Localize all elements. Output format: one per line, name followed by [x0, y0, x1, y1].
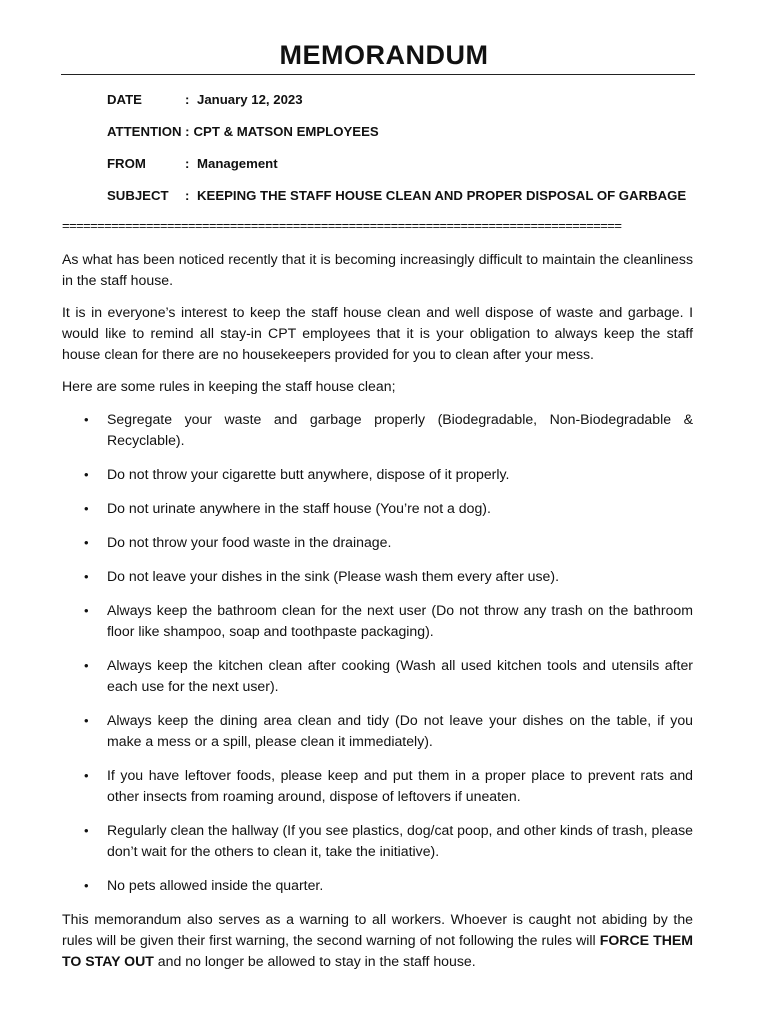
subject-colon: :	[185, 188, 190, 203]
title-underline	[61, 74, 695, 75]
from-value: Management	[197, 156, 278, 171]
rule-item	[62, 409, 693, 451]
from-row	[107, 156, 278, 171]
bullet-icon: •	[84, 823, 89, 838]
rule-text: Always keep the bathroom clean for the next user (Do not throw any trash on the bathroom floor like shampoo, soap and toothpaste packaging).	[107, 602, 693, 639]
subject-value: KEEPING THE STAFF HOUSE CLEAN AND PROPER DISPOSAL OF GARBAGE	[197, 188, 687, 203]
rule-text: Always keep the dining area clean and tidy (Do not leave your dishes on the table, if you make a mess or a spill, please clean it immediately).	[107, 712, 693, 749]
bullet-icon: •	[84, 768, 89, 783]
rule-item	[62, 765, 693, 807]
rule-text: If you have leftover foods, please keep and put them in a proper place to prevent rats and other insects from roaming around, dispose of leftovers if uneaten.	[107, 767, 693, 804]
bullet-icon: •	[84, 501, 89, 516]
warning-emphasis: FORCE THEM TO STAY OUT	[62, 932, 694, 969]
rule-item	[62, 820, 693, 862]
separator-line: ================================================================================	[62, 218, 622, 233]
intro-paragraph-1: As what has been noticed recently that it is becoming increasingly difficult to maintain the cleanliness in the staff house.	[62, 251, 693, 288]
rule-text: Do not throw your food waste in the drainage.	[107, 534, 392, 550]
date-colon: :	[185, 92, 190, 107]
rule-item	[62, 566, 693, 587]
rule-text: Do not throw your cigarette butt anywhere, dispose of it properly.	[107, 466, 510, 482]
from-colon: :	[185, 156, 190, 171]
rule-item	[62, 532, 693, 553]
rule-text: Do not leave your dishes in the sink (Please wash them every after use).	[107, 568, 560, 584]
rule-item	[62, 498, 693, 519]
bullet-icon: •	[84, 603, 89, 618]
intro-paragraph-2: It is in everyone’s interest to keep the staff house clean and well dispose of waste and garbage. I would like to remind all stay-in CPT employees that it is your obligation to always keep the staff house clean for there are no housekeepers provided for you to clean after your mess.	[62, 304, 693, 362]
memo-title: MEMORANDUM	[279, 40, 489, 70]
date-value: January 12, 2023	[197, 92, 303, 107]
from-label: FROM	[107, 156, 146, 171]
bullet-icon: •	[84, 535, 89, 550]
subject-label: SUBJECT	[107, 188, 169, 203]
bullet-icon: •	[84, 569, 89, 584]
rule-item	[62, 710, 693, 752]
date-row	[107, 92, 303, 107]
warning-text-before: This memorandum also serves as a warning to all workers. Whoever is caught not abiding by the rules will be given their first warning, the second warning of not following the rules will	[62, 911, 693, 948]
rule-text: No pets allowed inside the quarter.	[107, 877, 324, 893]
rule-text: Regularly clean the hallway (If you see plastics, dog/cat poop, and other kinds of trash, please don’t wait for the others to clean it, take the initiative).	[107, 822, 694, 859]
bullet-icon: •	[84, 713, 89, 728]
rule-item	[62, 464, 693, 485]
rule-item	[62, 600, 693, 642]
bullet-icon: •	[84, 412, 89, 427]
attention-value: CPT & MATSON EMPLOYEES	[193, 124, 379, 139]
bullet-icon: •	[84, 878, 89, 893]
rule-text: Segregate your waste and garbage properly (Biodegradable, Non-Biodegradable & Recyclable).	[107, 411, 693, 448]
rules-intro: Here are some rules in keeping the staff house clean;	[62, 378, 396, 394]
date-label: DATE	[107, 92, 142, 107]
rule-item	[62, 875, 693, 896]
rule-text: Do not urinate anywhere in the staff house (You’re not a dog).	[107, 500, 491, 516]
warning-text-after: and no longer be allowed to stay in the staff house.	[153, 953, 476, 969]
rules-list	[62, 409, 693, 896]
bullet-icon: •	[84, 658, 89, 673]
attention-row	[107, 124, 379, 139]
bullet-icon: •	[84, 467, 89, 482]
memo-body	[62, 249, 693, 983]
rule-text: Always keep the kitchen clean after cooking (Wash all used kitchen tools and utensils after each use for the next user).	[107, 657, 693, 694]
warning-paragraph	[62, 909, 693, 972]
attention-label: ATTENTION :	[107, 124, 190, 139]
rule-item	[62, 655, 693, 697]
subject-row	[107, 188, 686, 203]
